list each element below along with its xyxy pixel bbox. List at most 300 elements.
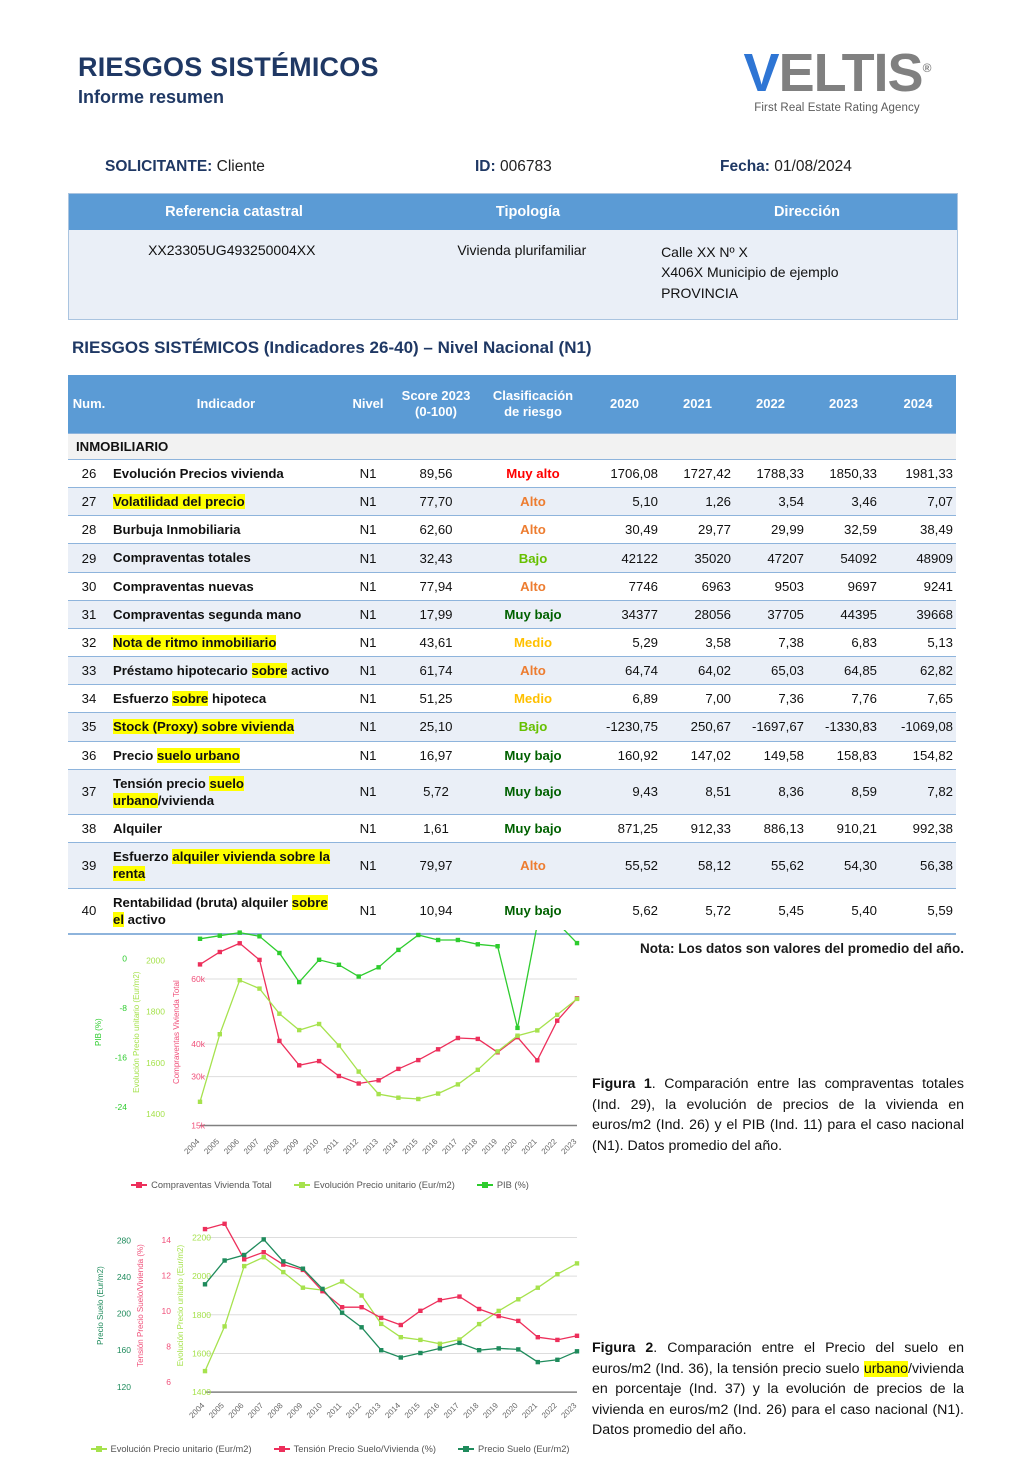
cell-nivel: N1 xyxy=(342,685,394,713)
tipologia-text: Vivienda plurifamiliar xyxy=(457,242,587,258)
table-body xyxy=(68,434,956,934)
cell-year-value: 9241 xyxy=(880,572,956,600)
axis-tick-label: 1400 xyxy=(192,1387,211,1398)
cell-indicador xyxy=(110,628,342,656)
legend-marker-icon xyxy=(299,1182,305,1188)
cell-year-value: 7,07 xyxy=(880,488,956,516)
figure-2-caption xyxy=(592,1338,964,1441)
chart-data-point xyxy=(238,930,242,934)
legend-label: Precio Suelo (Eur/m2) xyxy=(478,1444,570,1454)
x-axis-tick-label: 2010 xyxy=(304,1401,324,1420)
cell-year-value: 5,59 xyxy=(880,888,956,934)
table-row xyxy=(68,843,956,888)
chart-data-point xyxy=(222,1222,226,1226)
axis-tick-label: 1600 xyxy=(192,1348,211,1359)
cell-year-value: 64,85 xyxy=(807,657,880,685)
chart-data-point xyxy=(418,1338,422,1342)
table-row xyxy=(68,657,956,685)
chart-data-point xyxy=(218,934,222,938)
solicitante-value: Cliente xyxy=(216,158,265,175)
status-badge: Muy bajo xyxy=(478,815,588,843)
chart-data-point xyxy=(436,1047,440,1051)
chart-data-point xyxy=(340,1305,344,1309)
cell-nivel: N1 xyxy=(342,843,394,888)
axis-title: Evolución Precio unitario (Eur/m2) xyxy=(176,1244,185,1367)
legend-label: PIB (%) xyxy=(496,1180,529,1190)
cell-year-value: 3,46 xyxy=(807,488,880,516)
indicador-highlight: sobre xyxy=(251,663,288,679)
page-subtitle: Informe resumen xyxy=(78,87,225,107)
cell-indicador xyxy=(110,657,342,685)
x-axis-tick-label: 2015 xyxy=(400,1137,420,1156)
direccion-line-3: PROVINCIA xyxy=(661,284,739,301)
logo-wordmark xyxy=(743,43,931,103)
legend-swatch-icon xyxy=(477,1184,493,1186)
cell-indicador xyxy=(110,713,342,741)
cell-num: 40 xyxy=(68,888,110,934)
x-axis-tick-label: 2014 xyxy=(380,1137,400,1156)
x-axis-tick-label: 2007 xyxy=(241,1137,261,1156)
cell-num: 37 xyxy=(68,769,110,814)
cell-year-value: 56,38 xyxy=(880,843,956,888)
chart-data-point xyxy=(515,1026,519,1030)
chart-data-point xyxy=(262,1237,266,1241)
axis-tick-label: 160 xyxy=(116,1345,131,1356)
cell-year-value: 64,02 xyxy=(661,657,734,685)
table-group-row xyxy=(68,434,956,460)
indicador-text: Rentabilidad (bruta) alquiler xyxy=(113,894,292,910)
cell-indicador xyxy=(110,685,342,713)
axis-tick-label: 10 xyxy=(161,1305,171,1316)
x-axis-tick-label: 2020 xyxy=(499,1137,519,1156)
chart-data-point xyxy=(203,1227,207,1231)
cell-year-value: 48909 xyxy=(880,544,956,572)
axis-tick-label: 1800 xyxy=(192,1309,211,1320)
th-2020: 2020 xyxy=(588,375,661,434)
status-badge: Alto xyxy=(478,572,588,600)
cell-year-value: 7746 xyxy=(588,572,661,600)
chart-data-point xyxy=(222,1324,226,1328)
cell-nivel: N1 xyxy=(342,516,394,544)
cell-year-value: -1697,67 xyxy=(734,713,807,741)
axis-tick-label: 240 xyxy=(116,1271,131,1282)
legend-marker-icon xyxy=(463,1446,469,1452)
chart-data-point xyxy=(317,1022,321,1026)
cell-num: 39 xyxy=(68,843,110,888)
x-axis-tick-label: 2021 xyxy=(520,1401,540,1420)
report-header xyxy=(78,52,379,108)
cell-year-value: 7,82 xyxy=(880,769,956,814)
indicador-highlight: alquiler vivienda sobre la renta xyxy=(113,849,330,882)
cell-year-value: 62,82 xyxy=(880,657,956,685)
chart-data-point xyxy=(416,933,420,937)
cell-indicador xyxy=(110,843,342,888)
cell-year-value: 154,82 xyxy=(880,741,956,769)
chart-data-point xyxy=(575,997,579,1001)
cell-year-value: 32,59 xyxy=(807,516,880,544)
table-row xyxy=(68,741,956,769)
indicador-highlight: Volatilidad del precio xyxy=(113,494,245,510)
table-header-row xyxy=(68,375,956,434)
indicador-text: Tensión precio xyxy=(113,775,210,791)
cell-num: 29 xyxy=(68,544,110,572)
cell-year-value: 1706,08 xyxy=(588,460,661,488)
id-label: ID: xyxy=(475,158,496,175)
status-badge: Muy bajo xyxy=(478,741,588,769)
cell-num: 27 xyxy=(68,488,110,516)
chart-data-point xyxy=(281,1270,285,1274)
x-axis-tick-label: 2010 xyxy=(301,1137,321,1156)
cell-year-value: 5,45 xyxy=(734,888,807,934)
legend-marker-icon xyxy=(279,1446,285,1452)
x-axis-tick-label: 2016 xyxy=(420,1137,440,1156)
th-score-line1: Score 2023 xyxy=(401,387,471,403)
cell-year-value: 7,38 xyxy=(734,628,807,656)
indicador-highlight: Nota de ritmo inmobiliario xyxy=(113,634,277,650)
cell-num: 31 xyxy=(68,600,110,628)
chart-data-point xyxy=(477,1307,481,1311)
status-badge: Alto xyxy=(478,488,588,516)
cell-score: 43,61 xyxy=(394,628,478,656)
indicador-highlight: sobre xyxy=(172,691,209,707)
legend-marker-icon xyxy=(482,1182,488,1188)
axis-tick-label: 30k xyxy=(191,1071,205,1082)
legend-marker-icon xyxy=(96,1446,102,1452)
cell-score: 61,74 xyxy=(394,657,478,685)
axis-tick-label: 14 xyxy=(161,1234,171,1245)
th-clasificacion xyxy=(478,375,588,434)
indicador-text: activo xyxy=(124,911,166,927)
property-info-row xyxy=(69,230,957,319)
chart-data-point xyxy=(516,1347,520,1351)
table-row xyxy=(68,516,956,544)
legend-swatch-icon xyxy=(131,1184,147,1186)
chart-data-point xyxy=(297,980,301,984)
indicador-text: hipoteca xyxy=(208,691,267,707)
indicador-text: Esfuerzo xyxy=(113,849,173,865)
group-label-inmobiliario: INMOBILIARIO xyxy=(68,434,956,460)
chart-data-point xyxy=(418,1309,422,1313)
x-axis-tick-label: 2023 xyxy=(559,1401,579,1420)
chart-data-point xyxy=(555,1019,559,1023)
th-indicador: Indicador xyxy=(110,375,342,434)
axis-title: PIB (%) xyxy=(94,1018,103,1046)
status-badge: Medio xyxy=(478,685,588,713)
chart-data-point xyxy=(257,934,261,938)
chart-data-point xyxy=(575,1334,579,1338)
chart-data-point xyxy=(399,1323,403,1327)
property-info-header xyxy=(69,194,957,230)
chart-data-point xyxy=(497,1309,501,1313)
cell-year-value: 3,54 xyxy=(734,488,807,516)
cell-year-value: 28056 xyxy=(661,600,734,628)
legend-label: Evolución Precio unitario (Eur/m2) xyxy=(110,1444,252,1454)
chart-data-point xyxy=(476,1037,480,1041)
cell-score: 77,70 xyxy=(394,488,478,516)
x-axis-tick-label: 2006 xyxy=(226,1401,246,1420)
cell-year-value: 5,72 xyxy=(661,888,734,934)
cell-indicador: Alquiler xyxy=(110,815,342,843)
cell-year-value: 8,51 xyxy=(661,769,734,814)
status-badge: Muy bajo xyxy=(478,769,588,814)
cell-year-value: 65,03 xyxy=(734,657,807,685)
chart-data-point xyxy=(476,1068,480,1072)
chart-data-point xyxy=(297,1063,301,1067)
chart-data-point xyxy=(359,1305,363,1309)
chart-data-point xyxy=(281,1259,285,1263)
legend-item xyxy=(294,1180,455,1190)
chart-data-point xyxy=(242,1257,246,1261)
axis-tick-label: 60k xyxy=(191,974,205,985)
cell-num: 32 xyxy=(68,628,110,656)
legend-label: Compraventas Vivienda Total xyxy=(151,1180,272,1190)
chart-data-point xyxy=(357,1081,361,1085)
chart-data-point xyxy=(257,958,261,962)
axis-tick-label: 6 xyxy=(166,1376,171,1387)
axis-tick-label: 2200 xyxy=(192,1232,211,1243)
chart-data-point xyxy=(297,1028,301,1032)
axis-tick-label: 200 xyxy=(116,1308,131,1319)
chart-data-point xyxy=(357,1069,361,1073)
legend-marker-icon xyxy=(136,1182,142,1188)
cell-indicador xyxy=(110,888,342,934)
cell-nivel: N1 xyxy=(342,769,394,814)
chart-data-point xyxy=(535,1058,539,1062)
axis-tick-label: 12 xyxy=(161,1270,171,1281)
table-row xyxy=(68,572,956,600)
table-row xyxy=(68,628,956,656)
indicador-text: Precio xyxy=(113,747,157,763)
legend-label: Tensión Precio Suelo/Vivienda (%) xyxy=(293,1444,437,1454)
x-axis-tick-label: 2022 xyxy=(539,1137,559,1156)
chart-data-point xyxy=(277,951,281,955)
cell-year-value: -1069,08 xyxy=(880,713,956,741)
axis-tick-label: -24 xyxy=(114,1102,127,1113)
x-axis-tick-label: 2012 xyxy=(344,1401,364,1420)
figure-2-highlight: urbano xyxy=(863,1360,908,1377)
cell-score: 17,99 xyxy=(394,600,478,628)
logo-tagline: First Real Estate Rating Agency xyxy=(754,102,920,114)
cell-indicador xyxy=(110,769,342,814)
legend-swatch-icon xyxy=(91,1448,107,1450)
cell-indicador: Compraventas totales xyxy=(110,544,342,572)
cell-year-value: 35020 xyxy=(661,544,734,572)
chart-series-line xyxy=(205,1239,577,1362)
x-axis-tick-label: 2004 xyxy=(182,1137,202,1156)
indicador-highlight: suelo urbano xyxy=(156,747,240,763)
status-badge: Muy bajo xyxy=(478,600,588,628)
chart-data-point xyxy=(218,950,222,954)
chart-data-point xyxy=(198,962,202,966)
cell-year-value: 3,58 xyxy=(661,628,734,656)
chart-data-point xyxy=(495,944,499,948)
chart-data-point xyxy=(575,1261,579,1265)
x-axis-tick-label: 2020 xyxy=(500,1401,520,1420)
chart-data-point xyxy=(535,1028,539,1032)
cell-year-value: 58,12 xyxy=(661,843,734,888)
legend-swatch-icon xyxy=(294,1184,310,1186)
chart-data-point xyxy=(277,1039,281,1043)
chart-data-point xyxy=(575,1349,579,1353)
indicador-text: Préstamo hipotecario xyxy=(113,663,252,679)
figure-2-chart xyxy=(75,1212,585,1477)
chart-data-point xyxy=(242,1264,246,1268)
cell-year-value: 7,00 xyxy=(661,685,734,713)
cell-year-value: 5,62 xyxy=(588,888,661,934)
chart1-svg xyxy=(75,930,585,1178)
axis-title: Precio Suelo (Eur/m2) xyxy=(96,1266,105,1345)
chart-data-point xyxy=(218,1032,222,1036)
cell-num: 28 xyxy=(68,516,110,544)
cell-year-value: 6963 xyxy=(661,572,734,600)
chart-data-point xyxy=(416,1058,420,1062)
table-row xyxy=(68,815,956,843)
chart-data-point xyxy=(320,1287,324,1291)
axis-tick-label: 2000 xyxy=(192,1271,211,1282)
th-score-line2: (0-100) xyxy=(415,404,457,419)
col-header-tipologia: Tipología xyxy=(495,204,561,220)
cell-score: 25,10 xyxy=(394,713,478,741)
direccion-line-1: Calle XX Nº X xyxy=(661,244,748,260)
table-row xyxy=(68,888,956,934)
chart-data-point xyxy=(242,1253,246,1257)
referencia-catastral-value: XX23305UG493250004XX xyxy=(148,242,316,258)
chart-data-point xyxy=(555,1272,559,1276)
status-badge: Bajo xyxy=(478,713,588,741)
cell-nivel: N1 xyxy=(342,888,394,934)
chart-data-point xyxy=(497,1346,501,1350)
axis-tick-label: -8 xyxy=(119,1003,127,1014)
chart-data-point xyxy=(337,1043,341,1047)
x-axis-tick-label: 2009 xyxy=(285,1401,305,1420)
indicador-highlight: suelo urbano xyxy=(113,775,244,808)
cell-year-value: 5,40 xyxy=(807,888,880,934)
chart-data-point xyxy=(198,937,202,941)
cell-year-value: 910,21 xyxy=(807,815,880,843)
cell-year-value: 55,52 xyxy=(588,843,661,888)
cell-year-value: 37705 xyxy=(734,600,807,628)
chart-data-point xyxy=(555,1338,559,1342)
solicitante-label: SOLICITANTE: xyxy=(105,158,213,175)
axis-tick-label: 2000 xyxy=(146,955,165,966)
cell-year-value: -1230,75 xyxy=(588,713,661,741)
cell-score: 89,56 xyxy=(394,460,478,488)
x-axis-tick-label: 2014 xyxy=(383,1401,403,1420)
cell-indicador xyxy=(110,488,342,516)
chart-data-point xyxy=(495,1049,499,1053)
cell-year-value: 8,59 xyxy=(807,769,880,814)
x-axis-tick-label: 2012 xyxy=(341,1137,361,1156)
th-num: Num. xyxy=(68,375,110,434)
chart-legend xyxy=(75,1180,585,1190)
th-score xyxy=(394,375,478,434)
x-axis-tick-label: 2004 xyxy=(187,1401,207,1420)
axis-tick-label: 1800 xyxy=(146,1006,165,1017)
chart-data-point xyxy=(379,1322,383,1326)
cell-year-value: 912,33 xyxy=(661,815,734,843)
x-axis-tick-label: 2022 xyxy=(539,1401,559,1420)
cell-year-value: 7,76 xyxy=(807,685,880,713)
cell-year-value: 6,89 xyxy=(588,685,661,713)
cell-year-value: 871,25 xyxy=(588,815,661,843)
cell-nivel: N1 xyxy=(342,600,394,628)
direccion-value xyxy=(649,242,957,303)
legend-swatch-icon xyxy=(274,1448,290,1450)
th-2023: 2023 xyxy=(807,375,880,434)
figure-1-label: Figura 1 xyxy=(592,1076,652,1092)
cell-nivel: N1 xyxy=(342,713,394,741)
axis-title: Evolución Precio unitario (Eur/m2) xyxy=(132,971,141,1093)
cell-year-value: 1788,33 xyxy=(734,460,807,488)
x-axis-tick-label: 2021 xyxy=(519,1137,539,1156)
cell-score: 32,43 xyxy=(394,544,478,572)
chart-data-point xyxy=(376,1078,380,1082)
x-axis-tick-label: 2008 xyxy=(261,1137,281,1156)
cell-year-value: 160,92 xyxy=(588,741,661,769)
cell-indicador: Compraventas segunda mano xyxy=(110,600,342,628)
legend-item xyxy=(477,1180,529,1190)
cell-year-value: 42122 xyxy=(588,544,661,572)
fecha-label: Fecha: xyxy=(720,158,770,175)
x-axis-tick-label: 2018 xyxy=(461,1401,481,1420)
axis-tick-label: 0 xyxy=(122,953,127,964)
axis-tick-label: 15k xyxy=(191,1120,205,1131)
x-axis-tick-label: 2011 xyxy=(324,1401,344,1420)
cell-score: 79,97 xyxy=(394,843,478,888)
page-title: RIESGOS SISTÉMICOS xyxy=(78,52,379,82)
cell-year-value: 64,74 xyxy=(588,657,661,685)
indicador-text: activo xyxy=(287,663,330,679)
chart-data-point xyxy=(198,1100,202,1104)
figure-1-caption xyxy=(592,1074,964,1156)
x-axis-tick-label: 2023 xyxy=(559,1137,579,1156)
figure-1-chart xyxy=(75,930,585,1215)
chart-data-point xyxy=(476,942,480,946)
x-axis-tick-label: 2017 xyxy=(440,1137,460,1156)
x-axis-tick-label: 2018 xyxy=(460,1137,480,1156)
table-row xyxy=(68,713,956,741)
figure-1-text: . Comparación entre las compraventas totales (Ind. 29), la evolución de precios de la vivienda en euros/m2 (Ind. 26) y el PIB (Ind. 11) para el caso nacional (N1). Datos promedio del año. xyxy=(592,1076,964,1154)
chart-data-point xyxy=(575,941,579,945)
chart-data-point xyxy=(416,1097,420,1101)
cell-indicador: Evolución Precios vivienda xyxy=(110,460,342,488)
cell-score: 62,60 xyxy=(394,516,478,544)
x-axis-tick-label: 2008 xyxy=(265,1401,285,1420)
table-row xyxy=(68,488,956,516)
cell-year-value: 38,49 xyxy=(880,516,956,544)
chart-data-point xyxy=(438,1346,442,1350)
table-row xyxy=(68,544,956,572)
x-axis-tick-label: 2015 xyxy=(402,1401,422,1420)
th-clasificacion-line1: Clasificación xyxy=(492,387,574,403)
legend-item xyxy=(274,1444,436,1454)
figure-2-text-a: . Comparación entre el Precio del suelo en euros/m2 (Ind. 36), la tensión precio suelo xyxy=(592,1340,965,1377)
status-badge: Alto xyxy=(478,843,588,888)
chart-data-point xyxy=(317,958,321,962)
axis-tick-label: 1600 xyxy=(146,1057,165,1068)
cell-indicador: Compraventas nuevas xyxy=(110,572,342,600)
chart-data-point xyxy=(238,941,242,945)
indicador-highlight: sobre el xyxy=(113,894,328,927)
status-badge: Alto xyxy=(478,516,588,544)
cell-year-value: 250,67 xyxy=(661,713,734,741)
x-axis-tick-label: 2013 xyxy=(363,1401,383,1420)
chart-data-point xyxy=(257,986,261,990)
chart-data-point xyxy=(456,1036,460,1040)
cell-year-value: 9697 xyxy=(807,572,880,600)
status-badge: Medio xyxy=(478,628,588,656)
th-nivel: Nivel xyxy=(342,375,394,434)
